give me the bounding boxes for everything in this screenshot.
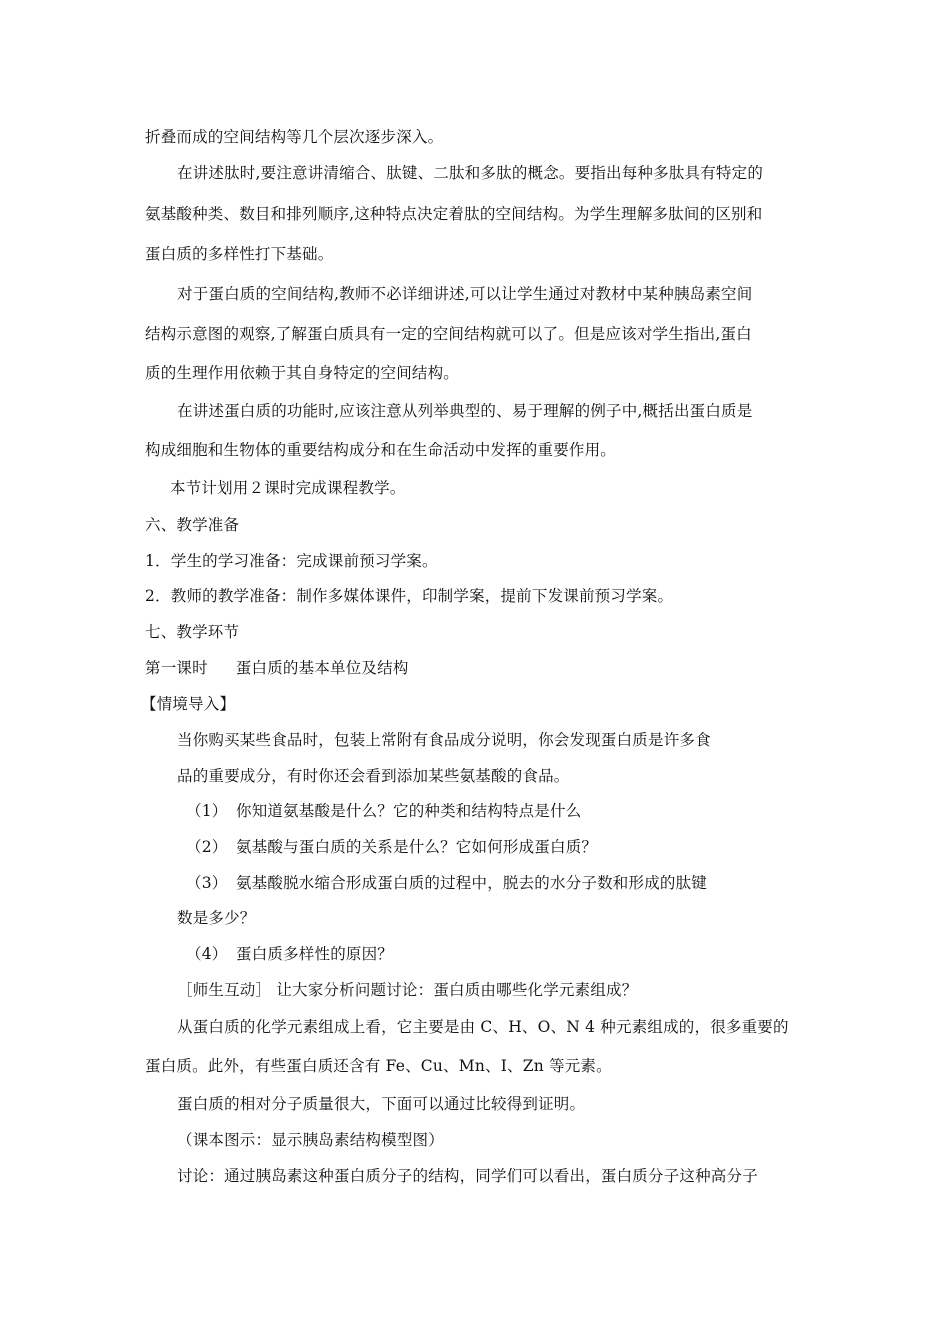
subsection-heading: 【情境导入】: [141, 695, 236, 713]
text-line: ［师生互动］ 让大家分析问题讨论：蛋白质由哪些化学元素组成？: [177, 981, 638, 999]
text-line: 折叠而成的空间结构等几个层次逐步深入。: [145, 128, 444, 146]
question-text: 你知道氨基酸是什么？它的种类和结构特点是什么: [236, 802, 582, 820]
question-number: （3）: [186, 874, 228, 892]
list-item: 1．学生的学习准备：完成课前预习学案。: [145, 552, 438, 570]
text-line: 讨论：通过胰岛素这种蛋白质分子的结构，同学们可以看出，蛋白质分子这种高分子: [177, 1167, 758, 1185]
text-line: 质的生理作用依赖于其自身特定的空间结构。: [145, 364, 460, 382]
section-heading: 六、教学准备: [145, 516, 240, 534]
question-text: 氨基酸与蛋白质的关系是什么？它如何形成蛋白质？: [236, 838, 598, 856]
question-number: （1）: [186, 802, 228, 820]
question-number: （4）: [186, 945, 228, 963]
text-line: 氨基酸种类、数目和排列顺序,这种特点决定着肽的空间结构。为学生理解多肽间的区别和: [145, 205, 763, 223]
text-line: 品的重要成分，有时你还会看到添加某些氨基酸的食品。: [177, 767, 570, 785]
text-line: 对于蛋白质的空间结构,教师不必详细讲述,可以让学生通过对教材中某种胰岛素空间: [177, 285, 753, 303]
text-line: 数是多少？: [177, 909, 256, 927]
question-text: 氨基酸脱水缩合形成蛋白质的过程中，脱去的水分子数和形成的肽键: [236, 874, 708, 892]
text-line: 蛋白质的相对分子质量很大，下面可以通过比较得到证明。: [177, 1095, 586, 1113]
question-item: [186, 944, 394, 964]
section-heading: 七、教学环节: [145, 623, 240, 641]
question-number: （2）: [186, 838, 228, 856]
question-item: [186, 801, 582, 821]
question-item: [186, 873, 708, 893]
text-line: 结构示意图的观察,了解蛋白质具有一定的空间结构就可以了。但是应该对学生指出,蛋白: [145, 325, 752, 343]
question-item: [186, 837, 598, 857]
text-line: 本节计划用２课时完成课程教学。: [170, 479, 406, 497]
text-line: 从蛋白质的化学元素组成上看，它主要是由 C、H、O、N 4 种元素组成的，很多重要的: [177, 1018, 789, 1036]
text-line: 构成细胞和生物体的重要结构成分和在生命活动中发挥的重要作用。: [145, 441, 617, 459]
text-line: 蛋白质。此外，有些蛋白质还含有 Fe、Cu、Mn、I、Zn 等元素。: [145, 1057, 612, 1075]
list-item: 2．教师的教学准备：制作多媒体课件，印制学案，提前下发课前预习学案。: [145, 587, 674, 605]
text-line: （课本图示：显示胰岛素结构模型图）: [177, 1131, 444, 1149]
text-line: 在讲述蛋白质的功能时,应该注意从列举典型的、易于理解的例子中,概括出蛋白质是: [177, 402, 753, 420]
text-line: 蛋白质的多样性打下基础。: [145, 245, 334, 263]
lesson-topic: 蛋白质的基本单位及结构: [235, 659, 409, 677]
text-line: 在讲述肽时,要注意讲清缩合、肽键、二肽和多肽的概念。要指出每种多肽具有特定的: [177, 164, 764, 182]
text-line: 当你购买某些食品时，包装上常附有食品成分说明，你会发现蛋白质是许多食: [177, 731, 711, 749]
lesson-number: 第一课时: [145, 659, 208, 677]
lesson-title: [145, 658, 409, 678]
question-text: 蛋白质多样性的原因？: [236, 945, 394, 963]
